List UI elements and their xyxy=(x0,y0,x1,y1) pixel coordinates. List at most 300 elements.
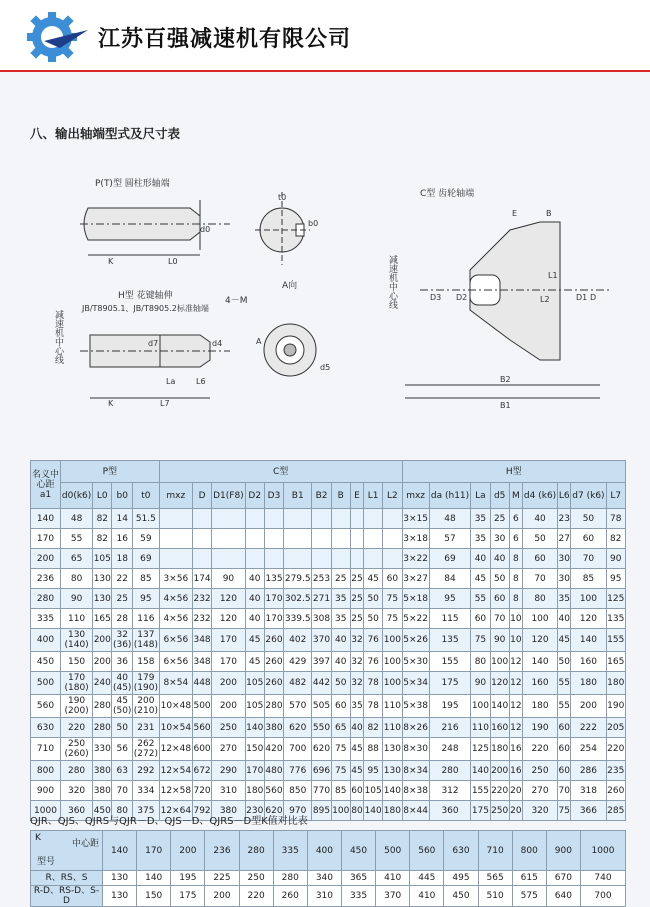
table-row xyxy=(31,529,626,549)
table-cell: 50 xyxy=(364,609,383,629)
center-line-label-right: 减速机中心线 xyxy=(387,255,397,309)
table-cell: 60 xyxy=(490,589,509,609)
table-cell: 380 xyxy=(264,718,283,738)
table-cell: 70 xyxy=(490,609,509,629)
table-cell: 3×22 xyxy=(402,549,429,569)
table-cell: 158 xyxy=(133,652,160,672)
table-cell: 620 xyxy=(284,718,312,738)
dim-d1: D1 xyxy=(576,293,588,302)
table-cell xyxy=(383,529,402,549)
table-cell xyxy=(192,529,211,549)
table-row xyxy=(31,886,626,907)
table-cell: 105 xyxy=(364,781,383,801)
table-cell: 260 xyxy=(606,781,625,801)
table-cell: 339.5 xyxy=(284,609,312,629)
table-cell: 320 xyxy=(522,801,557,821)
k-col-800: 800 xyxy=(512,831,546,871)
table-cell: 90 xyxy=(490,629,509,652)
table-cell: 482 xyxy=(284,672,312,695)
table-cell: 35 xyxy=(558,589,571,609)
table-cell: 95 xyxy=(606,569,625,589)
p-type-title: P(T)型 圆柱形轴端 xyxy=(95,179,170,189)
table-cell: 40 xyxy=(350,718,363,738)
dim-l6: L6 xyxy=(196,377,206,386)
table-cell: 550 xyxy=(312,718,331,738)
k-cell: 510 xyxy=(478,886,512,907)
table-cell: 100 xyxy=(383,672,402,695)
table-cell xyxy=(159,529,192,549)
col-2: b0 xyxy=(112,483,133,509)
table-cell: 76 xyxy=(364,629,383,652)
table-cell: 160 xyxy=(522,672,557,695)
table-cell xyxy=(212,529,245,549)
table-cell: 12×48 xyxy=(159,738,192,761)
table-cell: 850 xyxy=(284,781,312,801)
table-cell: 45 xyxy=(245,629,264,652)
table-cell: 174 xyxy=(192,569,211,589)
table-cell: 500 xyxy=(192,695,211,718)
table-cell: 12×54 xyxy=(159,761,192,781)
table-cell: 3×18 xyxy=(402,529,429,549)
table-cell: 240 xyxy=(93,672,112,695)
table-row xyxy=(31,652,626,672)
table-cell: 170 (180) xyxy=(61,672,93,695)
table-cell: 10×54 xyxy=(159,718,192,738)
table-cell: 50 xyxy=(571,509,606,529)
table-cell: 200 xyxy=(571,695,606,718)
table-cell: 40 xyxy=(245,569,264,589)
table-cell: 8 xyxy=(509,549,522,569)
table-cell: 35 xyxy=(331,609,350,629)
table-cell: 560 xyxy=(264,781,283,801)
table-cell: 100 xyxy=(331,801,350,821)
table-cell: 285 xyxy=(606,801,625,821)
table-cell: 8×38 xyxy=(402,781,429,801)
table-cell xyxy=(264,509,283,529)
table-cell: 6 xyxy=(509,529,522,549)
table-cell: 75 xyxy=(331,761,350,781)
table-cell: 25 xyxy=(490,509,509,529)
dim-l2: L2 xyxy=(540,295,550,304)
table-cell: 115 xyxy=(429,609,471,629)
k-cell: 195 xyxy=(171,871,205,886)
dim-d2: D2 xyxy=(456,293,468,302)
k-cell: 130 xyxy=(103,886,137,907)
table-cell: 82 xyxy=(93,509,112,529)
table-cell: 420 xyxy=(264,738,283,761)
row-center-distance: 200 xyxy=(31,549,61,569)
table-cell: 120 xyxy=(212,609,245,629)
table-cell: 50 xyxy=(522,529,557,549)
table-cell: 270 xyxy=(212,738,245,761)
table-cell: 200 xyxy=(93,652,112,672)
k-col-1000: 1000 xyxy=(580,831,625,871)
table-cell: 35 xyxy=(471,529,490,549)
table-cell xyxy=(350,549,363,569)
table-cell: 380 xyxy=(93,781,112,801)
table-cell: 505 xyxy=(312,695,331,718)
table-cell: 4×56 xyxy=(159,589,192,609)
table-cell: 25 xyxy=(331,569,350,589)
table-cell: 5×18 xyxy=(402,589,429,609)
table-cell: 12 xyxy=(509,718,522,738)
table-cell: 137 (148) xyxy=(133,630,158,650)
table-cell: 55 xyxy=(471,589,490,609)
table-cell: 5×34 xyxy=(402,672,429,695)
table-cell: 150 xyxy=(245,738,264,761)
table-cell: 25 xyxy=(350,569,363,589)
table-cell xyxy=(212,549,245,569)
table-cell: 200 (210) xyxy=(133,696,158,716)
table-cell: 6×56 xyxy=(159,629,192,652)
table-cell: 48 xyxy=(429,509,471,529)
table-cell: 110 xyxy=(471,718,490,738)
table-cell: 75 xyxy=(471,629,490,652)
table-cell: 70 xyxy=(571,549,606,569)
table-cell: 280 xyxy=(93,718,112,738)
table-cell: 195 xyxy=(429,695,471,718)
table-cell: 40 xyxy=(245,609,264,629)
table-cell: 140 xyxy=(471,761,490,781)
table-cell: 88 xyxy=(364,738,383,761)
table-cell: 10 xyxy=(509,629,522,652)
corner-k: K xyxy=(35,833,41,843)
table-cell: 23 xyxy=(558,509,571,529)
table-cell: 271 xyxy=(312,589,331,609)
table-cell: 120 xyxy=(212,589,245,609)
dim-l1: L1 xyxy=(548,271,558,280)
table-cell: 45 (50) xyxy=(112,696,132,716)
table-cell: 380 xyxy=(93,761,112,781)
table-cell: 260 xyxy=(264,652,283,672)
table-cell xyxy=(212,509,245,529)
table-cell: 80 xyxy=(471,652,490,672)
table-cell: 310 xyxy=(212,781,245,801)
dim-l7: L7 xyxy=(160,399,170,408)
table-cell: 200 xyxy=(212,695,245,718)
table-cell: 5×22 xyxy=(402,609,429,629)
table-cell: 95 xyxy=(429,589,471,609)
k-cell: 575 xyxy=(512,886,546,907)
table-cell: 8×26 xyxy=(402,718,429,738)
table-cell: 235 xyxy=(606,761,625,781)
table-row xyxy=(31,569,626,589)
table-cell: 600 xyxy=(192,738,211,761)
k-cell: 445 xyxy=(410,871,444,886)
table-cell: 75 xyxy=(383,589,402,609)
k-cell: 310 xyxy=(307,886,341,907)
four-m-label: 4－M xyxy=(225,296,248,306)
table-cell xyxy=(245,509,264,529)
dim-d3: D3 xyxy=(430,293,442,302)
k-cell: 250 xyxy=(239,871,273,886)
h-type-title: H型 花键轴伸 xyxy=(118,291,173,301)
table-cell: 48 xyxy=(61,509,93,529)
table-cell xyxy=(284,529,312,549)
dim-d7: d7 xyxy=(148,339,159,348)
table-cell: 95 xyxy=(133,589,160,609)
table-cell: 230 xyxy=(245,801,264,821)
table-cell: 45 xyxy=(245,652,264,672)
table-row xyxy=(31,781,626,801)
table-cell: 105 xyxy=(245,695,264,718)
table-cell: 90 xyxy=(212,569,245,589)
col-10: B2 xyxy=(312,483,331,509)
table-cell: 60 xyxy=(558,718,571,738)
table-cell: 170 xyxy=(264,609,283,629)
table-cell: 348 xyxy=(192,652,211,672)
table-cell xyxy=(159,509,192,529)
table-cell: 50 xyxy=(490,569,509,589)
table-cell xyxy=(364,549,383,569)
col-22: d7 (k6) xyxy=(571,483,606,509)
table-cell xyxy=(331,529,350,549)
k-cell: 140 xyxy=(137,871,171,886)
table-cell xyxy=(350,509,363,529)
table-cell: 232 xyxy=(192,609,211,629)
table-cell: 8×30 xyxy=(402,738,429,761)
table-cell: 620 xyxy=(264,801,283,821)
table-cell: 60 xyxy=(350,781,363,801)
table-cell: 70 xyxy=(522,569,557,589)
table-cell: 155 xyxy=(429,652,471,672)
table-cell: 100 xyxy=(471,695,490,718)
corner-center: 中心距 xyxy=(71,839,99,849)
table-cell: 105 xyxy=(93,549,112,569)
table-cell: 135 xyxy=(429,629,471,652)
table-cell: 50 xyxy=(112,718,133,738)
table-cell: 40 xyxy=(558,609,571,629)
table-cell xyxy=(312,549,331,569)
table-cell: 25 xyxy=(112,589,133,609)
table-cell: 366 xyxy=(571,801,606,821)
table-cell: 100 xyxy=(383,629,402,652)
table-cell: 260 xyxy=(264,629,283,652)
k-col-236: 236 xyxy=(205,831,239,871)
dimension-table xyxy=(30,460,626,821)
table-cell: 125 xyxy=(471,738,490,761)
k-col-140: 140 xyxy=(103,831,137,871)
col-23: L7 xyxy=(606,483,625,509)
table-cell: 280 xyxy=(429,761,471,781)
table-cell xyxy=(159,549,192,569)
company-logo xyxy=(22,8,90,66)
k-col-400: 400 xyxy=(307,831,341,871)
col-5: D xyxy=(192,483,211,509)
table-cell: 27 xyxy=(558,529,571,549)
table-cell: 190 xyxy=(522,718,557,738)
table-cell xyxy=(331,509,350,529)
company-name: 江苏百强减速机有限公司 xyxy=(98,27,352,52)
table-cell: 50 xyxy=(331,672,350,695)
table-cell: 45 xyxy=(350,761,363,781)
dim-b2: B2 xyxy=(500,375,511,384)
table-cell: 120 xyxy=(571,609,606,629)
table-cell: 130 xyxy=(93,589,112,609)
table-cell: 320 xyxy=(61,781,93,801)
table-cell: 220 xyxy=(522,738,557,761)
table-cell xyxy=(350,529,363,549)
table-cell: 45 xyxy=(471,569,490,589)
row-center-distance: 170 xyxy=(31,529,61,549)
k-col-500: 500 xyxy=(376,831,410,871)
table-cell: 205 xyxy=(606,718,625,738)
table-cell xyxy=(245,549,264,569)
table-row xyxy=(31,672,626,695)
dim-a: A xyxy=(256,337,262,346)
table-cell: 110 xyxy=(383,695,402,718)
table-cell: 253 xyxy=(312,569,331,589)
table-cell: 32 (36) xyxy=(112,630,132,650)
table-cell: 380 xyxy=(212,801,245,821)
table-row xyxy=(31,871,626,886)
table-cell: 448 xyxy=(192,672,211,695)
table-cell: 8×54 xyxy=(159,672,192,695)
table-cell: 175 xyxy=(471,801,490,821)
row-center-distance: 900 xyxy=(31,781,61,801)
table-cell: 180 xyxy=(522,695,557,718)
table-row xyxy=(31,549,626,569)
table-cell: 90 xyxy=(606,549,625,569)
table-cell: 45 xyxy=(558,629,571,652)
table-cell: 442 xyxy=(312,672,331,695)
table-cell: 63 xyxy=(112,761,133,781)
table-cell: 105 xyxy=(245,672,264,695)
table-cell: 222 xyxy=(571,718,606,738)
table-row xyxy=(31,629,626,652)
table-cell: 22 xyxy=(112,569,133,589)
col-1: L0 xyxy=(93,483,112,509)
table-cell: 50 xyxy=(364,589,383,609)
table-cell: 155 xyxy=(471,781,490,801)
table-cell: 140 xyxy=(364,801,383,821)
table-cell: 170 xyxy=(245,761,264,781)
table-cell: 216 xyxy=(429,718,471,738)
table-cell: 3×56 xyxy=(159,569,192,589)
table-cell: 292 xyxy=(133,761,160,781)
col-group-h: H型 xyxy=(402,461,625,483)
table-cell: 78 xyxy=(364,672,383,695)
table-cell: 180 xyxy=(606,672,625,695)
table-cell: 32 xyxy=(350,652,363,672)
table-cell xyxy=(264,529,283,549)
table-cell: 75 xyxy=(331,738,350,761)
table-cell: 165 xyxy=(93,609,112,629)
table-cell: 175 xyxy=(429,672,471,695)
k-table-caption: QJR、QJS、QJRS与QJR－D、QJS－D、QJRS－D型K值对比表 xyxy=(30,816,308,827)
table-cell: 4×56 xyxy=(159,609,192,629)
k-cell: 365 xyxy=(341,871,375,886)
table-cell: 82 xyxy=(93,529,112,549)
table-cell: 348 xyxy=(192,629,211,652)
table-cell: 6×56 xyxy=(159,652,192,672)
table-cell: 308 xyxy=(312,609,331,629)
table-cell: 231 xyxy=(133,718,160,738)
row-center-distance: 140 xyxy=(31,509,61,529)
table-cell: 35 xyxy=(350,695,363,718)
k-cell: 370 xyxy=(376,886,410,907)
table-cell: 85 xyxy=(571,569,606,589)
table-cell xyxy=(312,529,331,549)
table-cell: 232 xyxy=(192,589,211,609)
row-center-distance: 280 xyxy=(31,589,61,609)
table-row xyxy=(31,609,626,629)
table-cell: 140 xyxy=(571,629,606,652)
table-cell: 60 xyxy=(558,738,571,761)
table-cell: 180 xyxy=(571,672,606,695)
dim-d: D xyxy=(590,293,597,302)
table-cell: 70 xyxy=(112,781,133,801)
c-type-title: C型 齿轮轴端 xyxy=(420,189,475,199)
table-row xyxy=(31,761,626,781)
table-cell: 250 xyxy=(490,801,509,821)
dim-d0: d0 xyxy=(200,225,211,234)
table-cell: 170 xyxy=(212,629,245,652)
table-cell: 70 xyxy=(558,781,571,801)
col-center-distance: 名义中心距 a1 xyxy=(31,461,61,509)
k-cell: 700 xyxy=(580,886,625,907)
table-cell: 60 xyxy=(571,529,606,549)
k-cell: 335 xyxy=(341,886,375,907)
dim-b: B xyxy=(546,209,552,218)
table-cell: 80 xyxy=(61,569,93,589)
col-11: B xyxy=(331,483,350,509)
table-cell: 80 xyxy=(350,801,363,821)
page-header xyxy=(0,0,650,72)
table-cell: 50 xyxy=(558,652,571,672)
k-cell: 280 xyxy=(273,871,307,886)
table-cell: 560 xyxy=(192,718,211,738)
k-cell: 615 xyxy=(512,871,546,886)
corner-cell xyxy=(31,831,103,871)
table-cell xyxy=(284,549,312,569)
col-group-p: P型 xyxy=(61,461,160,483)
table-cell: 180 xyxy=(490,738,509,761)
col-group-c: C型 xyxy=(159,461,402,483)
table-cell: 776 xyxy=(284,761,312,781)
table-cell: 85 xyxy=(133,569,160,589)
table-row xyxy=(31,718,626,738)
table-cell: 8 xyxy=(509,569,522,589)
table-cell: 84 xyxy=(429,569,471,589)
table-cell: 6 xyxy=(509,509,522,529)
table-cell: 20 xyxy=(509,801,522,821)
table-cell: 78 xyxy=(364,695,383,718)
table-cell: 95 xyxy=(364,761,383,781)
table-cell: 35 xyxy=(331,589,350,609)
col-18: d5 xyxy=(490,483,509,509)
table-cell: 190 (200) xyxy=(61,695,93,718)
section-title: 八、输出轴端型式及尺寸表 xyxy=(30,126,181,141)
table-cell: 480 xyxy=(264,761,283,781)
table-cell xyxy=(264,549,283,569)
table-cell: 8×44 xyxy=(402,801,429,821)
table-row xyxy=(31,738,626,761)
table-cell: 80 xyxy=(112,801,133,821)
table-cell: 35 xyxy=(471,509,490,529)
table-cell: 25 xyxy=(350,609,363,629)
k-col-710: 710 xyxy=(478,831,512,871)
table-cell: 18 xyxy=(112,549,133,569)
k-cell: 640 xyxy=(546,886,580,907)
table-cell: 280 xyxy=(264,695,283,718)
table-cell: 65 xyxy=(61,549,93,569)
table-cell: 56 xyxy=(112,738,133,761)
dim-k-p: K xyxy=(108,257,114,266)
table-cell: 57 xyxy=(429,529,471,549)
table-cell: 14 xyxy=(112,509,133,529)
row-center-distance: 500 xyxy=(31,672,61,695)
